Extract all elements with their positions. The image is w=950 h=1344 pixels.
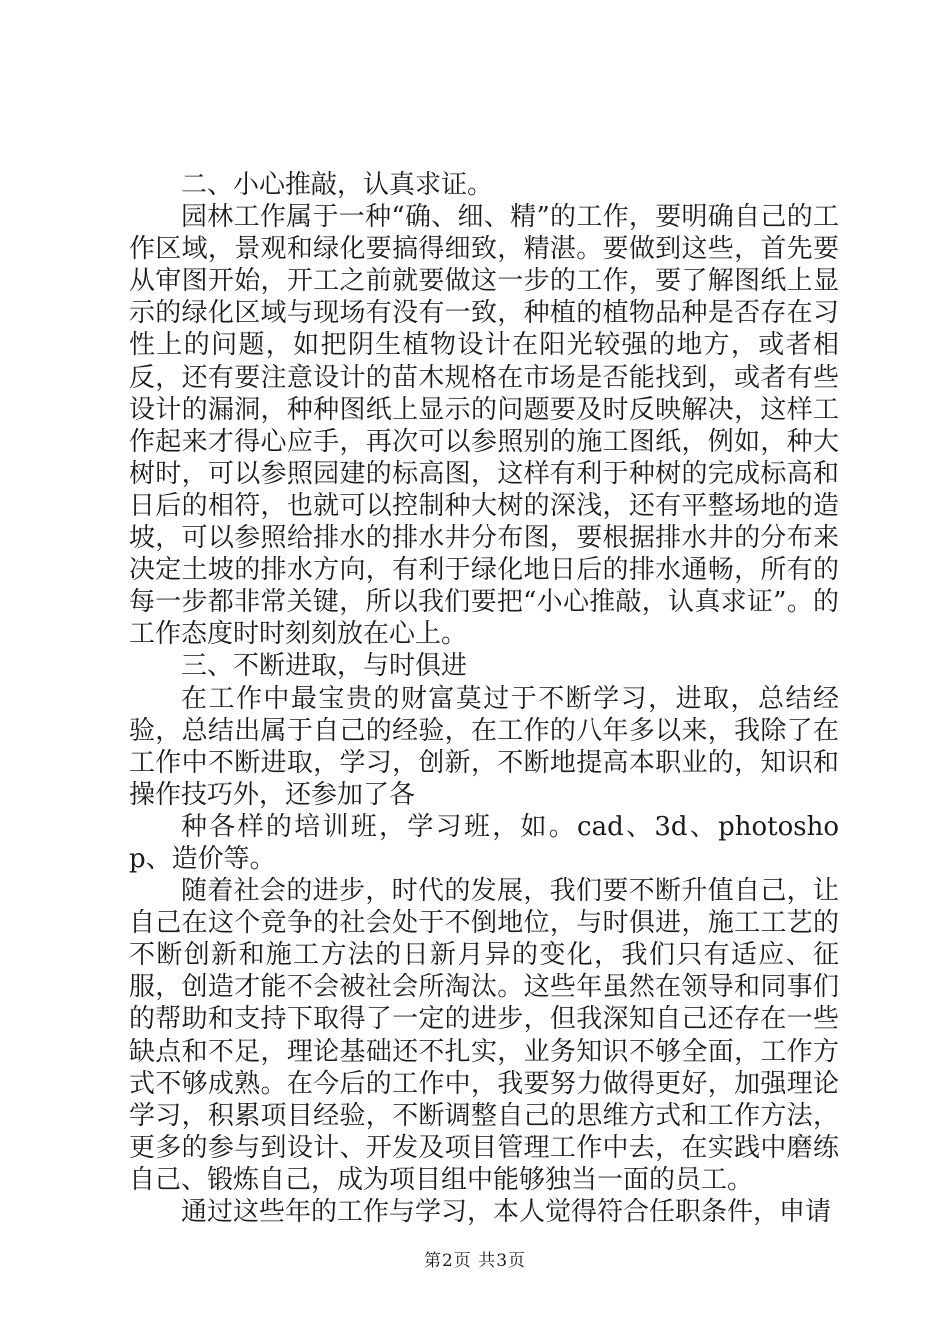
paragraph-continuous-learning: 在工作中最宝贵的财富莫过于不断学习，进取，总结经验，总结出属于自己的经验，在工作的八年多以来，我除了在工作中不断进取，学习，创新，不断地提高本职业的，知识和操作技巧外，还参加了各 [129,683,839,810]
paragraph-self-improvement: 随着社会的进步，时代的发展，我们要不断升值自己，让自己在这个竞争的社会处于不倒地位，与时俱进，施工工艺的不断创新和施工方法的日新月异的变化，我们只有适应、征服，创造才能不会被社会所淘汰。这些年虽然在领导和同事们的帮助和支持下取得了一定的进步，但我深知自己还存在一些缺点和不足，理论基础还不扎实，业务知识不够全面，工作方式不够成熟。在今后的工作中，我要努力做得更好，加强理论学习，积累项目经验，不断调整自己的思维方式和工作方法，更多的参与到设计、开发及项目管理工作中去，在实践中磨练自己、锻炼自己，成为项目组中能够独当一面的员工。 [129,876,839,1195]
document-body [129,169,839,1228]
paragraph-application: 通过这些年的工作与学习，本人觉得符合任职条件，申请 [181,1197,832,1227]
page-number-footer: 第2页 共3页 [423,1251,527,1271]
paragraph-review-drawings: 园林工作属于一种“确、细、精”的工作，要明确自己的工作区域，景观和绿化要搞得细致，精湛。要做到这些，首先要从审图开始，开工之前就要做这一步的工作，要了解图纸上显示的绿化区域与现场有没有一致，种植的植物品种是否存在习性上的问题，如把阴生植物设计在阳光较强的地方，或者相反，还有要注意设计的苗木规格在市场是否能找到，或者有些设计的漏洞，种种图纸上显示的问题要及时反映解决，这样工作起来才得心应手，再次可以参照别的施工图纸，例如，种大树时，可以参照园建的标高图，这样有利于种树的完成标高和日后的相符，也就可以控制种大树的深浅，还有平整场地的造坡，可以参照给排水的排水井分布图，要根据排水井的分布来决定土坡的排水方向，有利于绿化地日后的排水通畅，所有的每一步都非常关键，所以我们要把“小心推敲，认真求证”。的工作态度时时刻刻放在心上。 [129,202,839,650]
paragraph-training-courses: 种各样的培训班，学习班，如。cad、3d、photoshop、造价等。 [129,811,839,874]
section-heading-3: 三、不断进取，与时俱进 [181,651,468,682]
section-heading-2: 二、小心推敲，认真求证。 [181,170,494,200]
